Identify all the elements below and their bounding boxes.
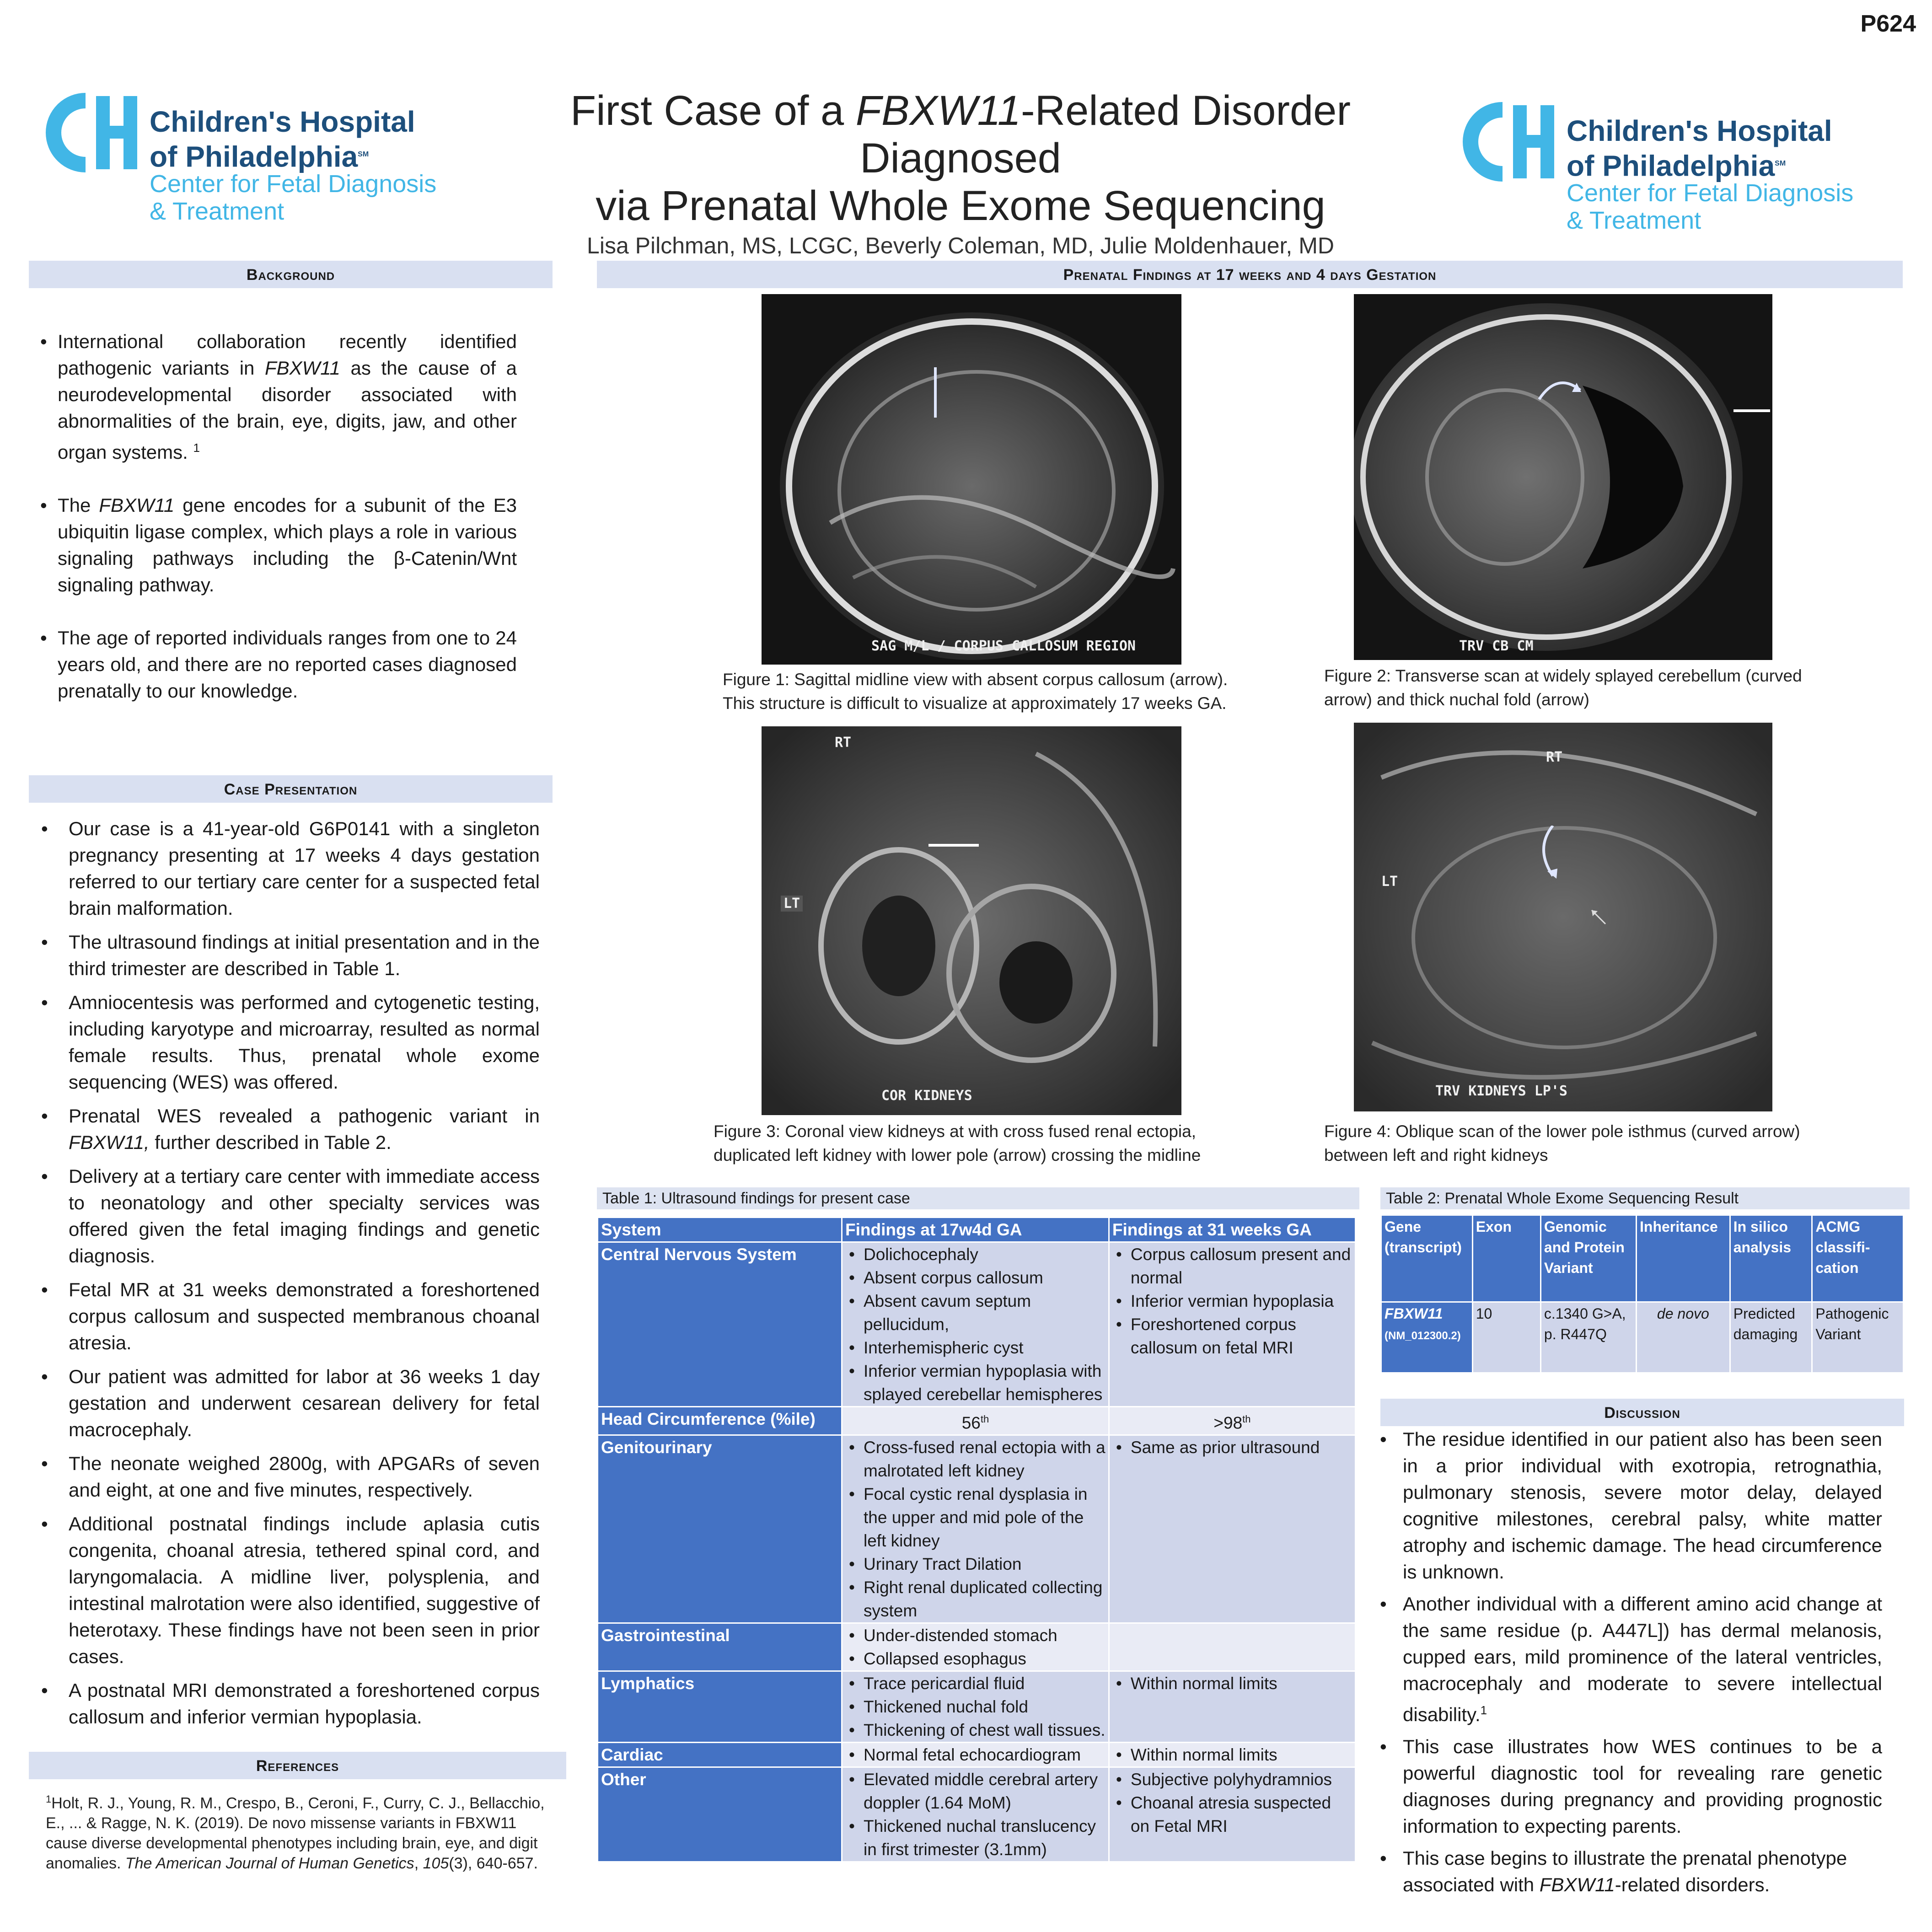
table-cell (1109, 1767, 1355, 1862)
list-item: • Right renal duplicated collecting system (845, 1576, 1106, 1622)
list-item: • Choanal atresia suspected on Fetal MRI (1112, 1791, 1352, 1838)
list-item: • Additional postnatal findings include aplasia cutis congenita, choanal atresia, tethered spinal cord, and laryngomalacia. A midline liver, polysplenia, and intestinal malrotation were also identified, suggestive of heterotaxy. These findings have not been seen in prior cases. (32, 1511, 540, 1670)
table-row (598, 1767, 1356, 1862)
figure3-label: COR KIDNEYS (881, 1088, 972, 1104)
list-item: • The age of reported individuals ranges from one to 24 years old, and there are no reported cases diagnosed prenatally to our knowledge. (37, 625, 517, 704)
chop-ch-icon (1459, 101, 1560, 183)
logo-name-line2: of Philadelphia (1567, 149, 1775, 182)
table-cell-system: Central Nervous System (598, 1242, 842, 1407)
list-item: • Within normal limits (1112, 1672, 1352, 1695)
list-item: • Our case is a 41-year-old G6P0141 with a singleton pregnancy presenting at 17 weeks 4 days gestation referred to our tertiary care center for a suspected fetal brain malformation. (32, 816, 540, 922)
table-header: Findings at 17w4d GA (842, 1218, 1109, 1242)
figure1-label: SAG M/L / CORPUS CALLOSUM REGION (871, 638, 1136, 654)
table-cell (842, 1767, 1109, 1862)
logo-name-line1: Children's Hospital (150, 105, 415, 138)
table-cell: Pathogenic Variant (1812, 1302, 1904, 1373)
list-item: • Subjective polyhydramnios (1112, 1768, 1352, 1791)
table-cell-system: Genitourinary (598, 1435, 842, 1623)
table-cell (1109, 1743, 1355, 1767)
curved-arrow-icon (1535, 372, 1585, 404)
list-item: • Inferior vermian hypoplasia (1112, 1289, 1352, 1313)
list-item: • Normal fetal echocardiogram (845, 1743, 1106, 1766)
table-cell (842, 1671, 1109, 1743)
table-header: Inheritance (1637, 1215, 1730, 1302)
chop-logo-right (1459, 101, 1907, 247)
list-item: • International collaboration recently identified pathogenic variants in FBXW11 as the cause of a neurodevelopmental disorder associated with abnormalities of the brain, eye, digits, jaw, and other organ systems. $^1$ (37, 328, 517, 466)
logo-center-line2: & Treatment (150, 198, 284, 225)
list-item: • Corpus callosum present and normal (1112, 1243, 1352, 1289)
table-cell: Predicted damaging (1730, 1302, 1812, 1373)
list-item: • Foreshortened corpus callosum on fetal MRI (1112, 1313, 1352, 1359)
table-cell: de novo (1637, 1302, 1730, 1373)
list-item: • A postnatal MRI demonstrated a foreshortened corpus callosum and inferior vermian hypoplasia. (32, 1677, 540, 1730)
table-row (598, 1242, 1356, 1407)
table-row (598, 1671, 1356, 1743)
figure4-label: TRV KIDNEYS LP'S (1435, 1083, 1567, 1099)
list-item: • Cross-fused renal ectopia with a malrotated left kidney (845, 1436, 1106, 1482)
table-cell (842, 1242, 1109, 1407)
table-cell (1109, 1435, 1355, 1623)
logo-sm: SM (358, 150, 369, 158)
figure2-caption: Figure 2: Transverse scan at widely splayed cerebellum (curved arrow) and thick nuchal fold (arrow) (1324, 666, 1802, 709)
figure3-rt-label: RT (835, 735, 852, 751)
chop-ch-icon (42, 91, 143, 174)
arrow-icon (931, 367, 940, 418)
list-item: • Thickening of chest wall tissues. (845, 1718, 1106, 1742)
list-item: • Same as prior ultrasound (1112, 1436, 1352, 1459)
table-row (598, 1435, 1356, 1623)
figure1-ultrasound (762, 294, 1181, 665)
list-item: • Under-distended stomach (845, 1624, 1106, 1647)
list-item: • Thickened nuchal translucency in first trimester (3.1mm) (845, 1814, 1106, 1861)
list-item: • Collapsed esophagus (845, 1647, 1106, 1670)
table-cell (1109, 1242, 1355, 1407)
list-item: • Elevated middle cerebral artery doppler (1.64 MoM) (845, 1768, 1106, 1814)
list-item: • Absent cavum septum pellucidum, (845, 1289, 1106, 1336)
list-item: • Within normal limits (1112, 1743, 1352, 1766)
table-header: Findings at 31 weeks GA (1109, 1218, 1355, 1242)
figure4-caption: Figure 4: Oblique scan of the lower pole isthmus (curved arrow) between left and right kidneys (1324, 1122, 1800, 1165)
list-item: • Prenatal WES revealed a pathogenic variant in FBXW11, further described in Table 2. (32, 1103, 540, 1156)
discussion-list (1374, 1426, 1882, 1904)
list-item: • Absent corpus callosum (845, 1266, 1106, 1289)
table-row (598, 1743, 1356, 1767)
table-cell: >98th (1109, 1407, 1355, 1435)
table-cell (842, 1435, 1109, 1623)
figure3-lt-label: LT (781, 896, 803, 912)
poster-id: P624 (1860, 11, 1916, 37)
arrow-icon (1589, 908, 1608, 926)
table-cell-system: Head Circumference (%ile) (598, 1407, 842, 1435)
logo-center-line1: Center for Fetal Diagnosis (150, 170, 437, 198)
case-list (32, 816, 540, 1738)
title-block (480, 87, 1441, 288)
findings-heading: Prenatal Findings at 17 weeks and 4 days Gestation (597, 261, 1903, 288)
table-cell: 10 (1472, 1302, 1540, 1373)
table-cell (1109, 1623, 1355, 1671)
list-item: • The neonate weighed 2800g, with APGARs of seven and eight, at one and five minutes, respectively. (32, 1450, 540, 1503)
list-item: • This case begins to illustrate the prenatal phenotype associated with FBXW11-related disorders. (1374, 1845, 1882, 1898)
table-header: System (598, 1218, 842, 1242)
logo-center-line1: Center for Fetal Diagnosis (1567, 179, 1854, 207)
table-row (598, 1407, 1356, 1435)
table-header: Gene (transcript) (1381, 1215, 1473, 1302)
figure2-ultrasound (1354, 294, 1772, 660)
list-item: • Our patient was admitted for labor at 36 weeks 1 day gestation and underwent cesarean delivery for fetal macrocephaly. (32, 1363, 540, 1443)
chop-logo-left (42, 91, 490, 238)
table-header: Genomic and Protein Variant (1540, 1215, 1636, 1302)
table-header: In silico analysis (1730, 1215, 1812, 1302)
table-cell (842, 1623, 1109, 1671)
reference-entry: $^1$Holt, R. J., Young, R. M., Crespo, B., Ceroni, F., Curry, C. J., Bellacchio, E., ... & Ragge, N. K. (2019). De novo missense variants in FBXW11 cause diverse developmental phenotypes including brain, eye, and digit anomalies. The American Journal of Human Genetics, 105(3), 640-657. (46, 1793, 545, 1873)
logo-center-line2: & Treatment (1567, 207, 1701, 234)
table-cell (1109, 1671, 1355, 1743)
table-row (1381, 1302, 1904, 1373)
background-list (37, 328, 517, 731)
poster-title: First Case of a FBXW11-Related Disorder Diagnosed via Prenatal Whole Exome Sequencing (570, 87, 1351, 229)
figure4-ultrasound (1354, 723, 1772, 1111)
figure3-caption: Figure 3: Coronal view kidneys at with cross fused renal ectopia, duplicated left kidney with lower pole (arrow) crossing the midline (714, 1122, 1201, 1165)
table-header-row (1381, 1215, 1904, 1302)
table-header: ACMG classifi-cation (1812, 1215, 1904, 1302)
background-heading: Background (29, 261, 553, 288)
figure2-label: TRV CB CM (1459, 638, 1534, 654)
table-cell-system: Other (598, 1767, 842, 1862)
table-cell: 56th (842, 1407, 1109, 1435)
list-item: • The FBXW11 gene encodes for a subunit of the E3 ubiquitin ligase complex, which plays a role in various signaling pathways including the β-Catenin/Wnt signaling pathway. (37, 492, 517, 598)
curved-arrow-icon (1535, 826, 1567, 880)
list-item: • The ultrasound findings at initial presentation and in the third trimester are described in Table 1. (32, 929, 540, 982)
table-header: Exon (1472, 1215, 1540, 1302)
list-item: • Fetal MR at 31 weeks demonstrated a foreshortened corpus callosum and suspected membranous choanal atresia. (32, 1277, 540, 1356)
table-cell-system: Cardiac (598, 1743, 842, 1767)
case-heading: Case Presentation (29, 775, 553, 803)
list-item: • This case illustrates how WES continues to be a powerful diagnostic tool for revealing rare genetic diagnoses during pregnancy and providing prognostic information to expecting parents. (1374, 1733, 1882, 1840)
list-item: • Interhemispheric cyst (845, 1336, 1106, 1359)
list-item: • Focal cystic renal dysplasia in the upper and mid pole of the left kidney (845, 1482, 1106, 1552)
figure1-caption: Figure 1: Sagittal midline view with absent corpus callosum (arrow). This structure is difficult to visualize at approximately 17 weeks GA. (723, 670, 1228, 713)
figure4-rt-label: RT (1546, 749, 1563, 765)
list-item: • Thickened nuchal fold (845, 1695, 1106, 1718)
table1-caption: Table 1: Ultrasound findings for present case (597, 1187, 1359, 1209)
list-item: • Amniocentesis was performed and cytogenetic testing, including karyotype and microarray, resulted as normal female results. Thus, prenatal whole exome sequencing (WES) was offered. (32, 989, 540, 1095)
table-row (598, 1623, 1356, 1671)
table2 (1380, 1214, 1904, 1374)
logo-name-line1: Children's Hospital (1567, 114, 1832, 147)
list-item: • Dolichocephaly (845, 1243, 1106, 1266)
table-cell (842, 1743, 1109, 1767)
discussion-heading: Discussion (1380, 1399, 1904, 1426)
list-item: • The residue identified in our patient also has been seen in a prior individual with exotropia, retrognathia, pulmonary stenosis, severe motor delay, delayed cognitive milestones, cerebral palsy, white matter atrophy and ischemic damage. The head circumference is unknown. (1374, 1426, 1882, 1585)
table-cell-gene: FBXW11 (NM_012300.2) (1381, 1302, 1473, 1373)
figure4-lt-label: LT (1381, 874, 1398, 890)
references-heading: References (29, 1752, 566, 1779)
table-cell-system: Lymphatics (598, 1671, 842, 1743)
authors: Lisa Pilchman, MS, LCGC, Beverly Coleman, MD, Julie Moldenhauer, MD (587, 233, 1334, 258)
table1 (597, 1217, 1356, 1862)
table-cell-system: Gastrointestinal (598, 1623, 842, 1671)
list-item: • Another individual with a different amino acid change at the same residue (p. A447L]) has dermal melanosis, cupped ears, mild prominence of the lateral ventricles, macrocephaly and moderate to severe intellectual disability.$^1$ (1374, 1591, 1882, 1728)
list-item: • Inferior vermian hypoplasia with splayed cerebellar hemispheres (845, 1359, 1106, 1406)
list-item: • Urinary Tract Dilation (845, 1552, 1106, 1576)
arrow-icon (928, 841, 979, 850)
figure3-ultrasound (762, 726, 1181, 1115)
table-cell: c.1340 G>A, p. R447Q (1540, 1302, 1636, 1373)
logo-sm: SM (1775, 160, 1786, 167)
arrow-icon (1733, 406, 1770, 415)
list-item: • Trace pericardial fluid (845, 1672, 1106, 1695)
logo-name-line2: of Philadelphia (150, 140, 358, 173)
list-item: • Delivery at a tertiary care center with immediate access to neonatology and other specialty services was offered given the fetal imaging findings and genetic diagnosis. (32, 1163, 540, 1269)
table-header-row (598, 1218, 1356, 1242)
table2-caption: Table 2: Prenatal Whole Exome Sequencing Result (1380, 1187, 1910, 1209)
